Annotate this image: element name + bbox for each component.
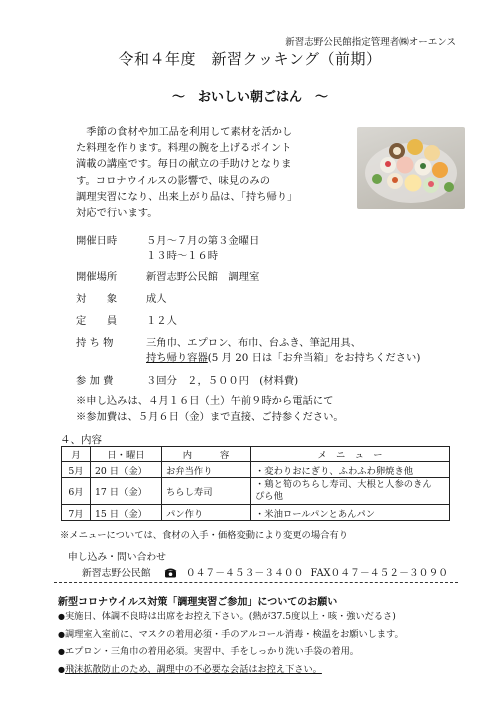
contact-line [82, 565, 448, 581]
temari-sushi-photo [357, 127, 465, 209]
table-row [62, 505, 450, 521]
menu-note: ※メニューについては、食材の入手・価格変動により変更の場合有り [60, 530, 349, 541]
detail-value: ５月～７月の第３金曜日 [146, 235, 260, 247]
bullet-icon: ● [58, 664, 65, 674]
table-cell: 5月 [62, 462, 91, 478]
table-row [62, 478, 450, 505]
detail-label: 対 象 [76, 293, 118, 305]
covid-rule [58, 626, 404, 644]
contact-label: 申し込み・問い合わせ [68, 552, 166, 563]
detail-label: 持 ち 物 [76, 337, 114, 349]
table-cell: ちらし寿司 [162, 478, 251, 505]
organization-name: 新習志野公民館指定管理者㈱オーエンス [285, 37, 456, 48]
table-cell: パン作り [162, 505, 251, 521]
covid-rule [58, 643, 404, 661]
covid-rule-text: 飛沫拡散防止のため、調理中の不必要な会話はお控え下さい。 [64, 663, 322, 675]
intro-line: 満載の講座です。毎日の献立の手助けとなりま [76, 158, 292, 171]
intro-text [76, 124, 346, 221]
detail-value: 新習志野公民館 調理室 [146, 271, 260, 283]
phone-icon [164, 567, 177, 581]
detail-value: 三角巾、エプロン、布巾、台ふき、筆記用具、 [146, 337, 361, 349]
bullet-icon: ● [58, 629, 65, 639]
page-title: 令和４年度 新習クッキング（前期） [118, 50, 382, 68]
detail-label: 定 員 [76, 315, 118, 327]
menu-line: ・鶏と筍のちらし寿司、大根と人参のきん [255, 479, 432, 490]
detail-value: ３回分 ２，５００円 (材料費) [146, 375, 299, 387]
table-cell: ・米油ロールパンとあんパン [251, 505, 450, 521]
takeaway-container-text: 持ち帰り容器 [146, 352, 208, 364]
detail-label: 参 加 費 [76, 375, 114, 387]
table-cell: 6月 [62, 478, 91, 505]
covid-rule [58, 608, 404, 626]
menu-heading: ４、内容 [60, 434, 102, 446]
covid-rules [58, 608, 404, 678]
menu-line: ぴら他 [255, 491, 283, 502]
intro-line: 対応で行います。 [76, 207, 158, 220]
table-header-row [62, 447, 450, 462]
table-cell: ・変わりおにぎり、ふわふわ卵焼き他 [251, 462, 450, 478]
detail-value: １２人 [146, 315, 177, 327]
table-header: 内 容 [162, 447, 251, 462]
bullet-icon: ● [58, 612, 65, 621]
contact-name: 新習志野公民館 [82, 568, 151, 579]
intro-line: 季節の食材や加工品を利用して素材を活かし [76, 126, 293, 138]
covid-rule-text: エプロン・三角巾の着用必須。実習中、手をしっかり洗い手袋の着用。 [64, 646, 359, 658]
table-cell [251, 478, 450, 505]
detail-value: 成人 [146, 293, 167, 305]
detail-value: １３時～１６時 [146, 250, 219, 262]
table-cell: 15 日（金） [91, 505, 162, 521]
table-cell: 20 日（金） [91, 462, 162, 478]
detail-value-note: (5 月 20 日は「お弁当箱」をお持ちください) [207, 352, 421, 364]
table-header: メ ニ ュ ー [251, 447, 450, 462]
detail-label: 開催場所 [76, 271, 118, 283]
contact-fax: FAX０４７－４５２－３０９０ [310, 568, 449, 579]
page-subtitle: ～ おいしい朝ごはん ～ [171, 90, 328, 105]
section-divider [54, 582, 458, 583]
note-line: ※申し込みは、４月１６日（土）午前９時から電話にて [76, 395, 334, 407]
detail-value-cont [146, 349, 420, 364]
sushi-photo-illustration [357, 127, 465, 209]
intro-line: す。コロナウイルスの影響で、味見のみの [76, 174, 270, 187]
table-header: 日・曜日 [91, 447, 162, 462]
menu-table [61, 446, 450, 521]
table-cell: お弁当作り [162, 462, 251, 478]
bullet-icon: ● [58, 647, 65, 657]
intro-line: た料理を作ります。料理の腕を上げるポイント [76, 142, 292, 155]
table-header: 月 [62, 447, 91, 462]
note-line: ※参加費は、５月６日（金）まで直接、ご持参ください。 [76, 411, 344, 423]
detail-label: 開催日時 [76, 235, 118, 247]
table-cell: 17 日（金） [91, 478, 162, 505]
covid-rule-text: 実施日、体調不良時は出席をお控え下さい。(熱が37.5度以上・咳・強いだるさ) [64, 611, 396, 622]
table-cell: 7月 [62, 505, 91, 521]
covid-rule [58, 661, 404, 679]
application-notes [76, 393, 344, 425]
table-row [62, 462, 450, 478]
contact-tel: ０４７－４５３－３４００ [185, 568, 304, 579]
covid-rule-text: 調理室入室前に、マスクの着用必須・手のアルコール消毒・検温をお願いします。 [64, 628, 404, 640]
intro-line: 調理実習になり、出来上がり品は、「持ち帰り」 [76, 190, 298, 203]
covid-title: 新型コロナウイルス対策「調理実習ご参加」についてのお願い [58, 597, 338, 608]
